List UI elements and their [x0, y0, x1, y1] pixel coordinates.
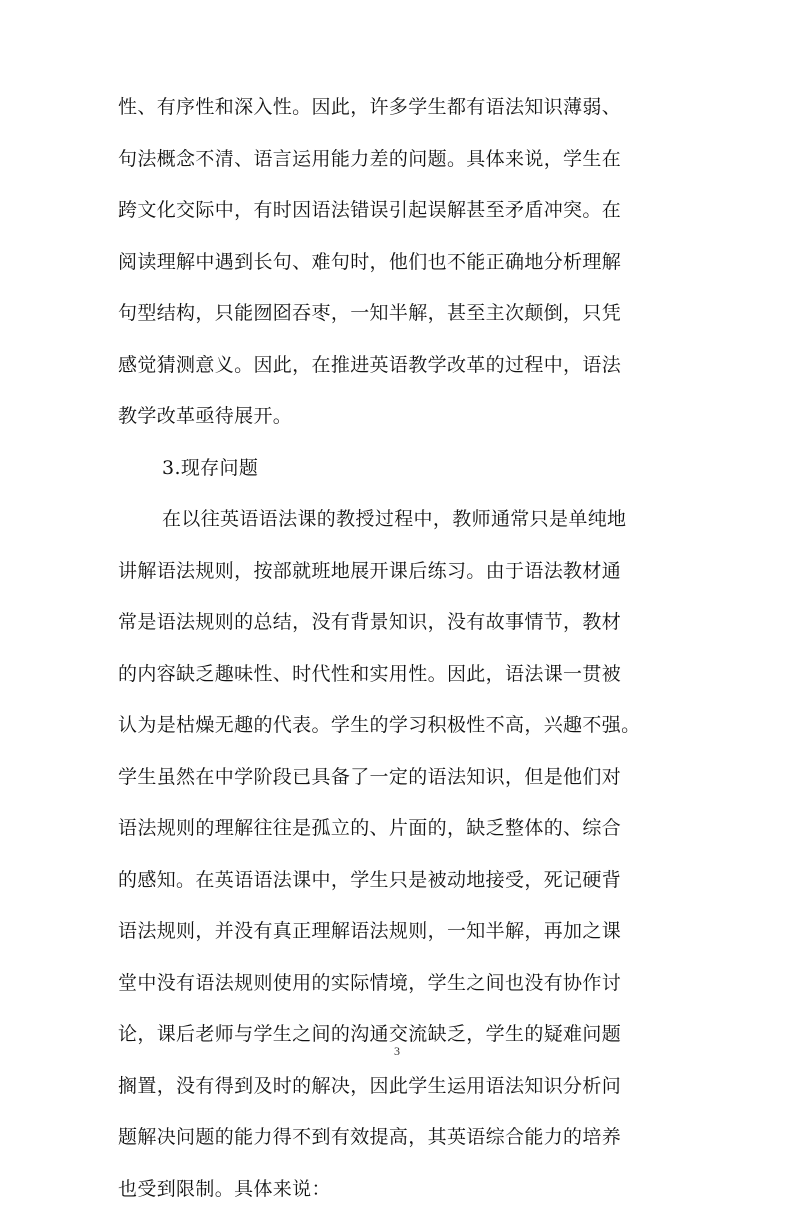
text-line: 性、有序性和深入性。因此，许多学生都有语法知识薄弱、: [118, 82, 678, 134]
text-line: 跨文化交际中，有时因语法错误引起误解甚至矛盾冲突。在: [118, 185, 678, 237]
text-line: 题解决问题的能力得不到有效提高，其英语综合能力的培养: [118, 1112, 678, 1164]
text-line: 论，课后老师与学生之间的沟通交流缺乏，学生的疑难问题: [118, 1009, 678, 1061]
text-line: 堂中没有语法规则使用的实际情境，学生之间也没有协作讨: [118, 958, 678, 1010]
text-line: 搁置，没有得到及时的解决，因此学生运用语法知识分析问: [118, 1061, 678, 1113]
text-line: 的内容缺乏趣味性、时代性和实用性。因此，语法课一贯被: [118, 649, 678, 701]
text-line: 句型结构，只能囫囵吞枣，一知半解，甚至主次颠倒，只凭: [118, 288, 678, 340]
text-line: 教学改革亟待展开。: [118, 391, 678, 443]
text-line: 常是语法规则的总结，没有背景知识，没有故事情节，教材: [118, 597, 678, 649]
text-line: 认为是枯燥无趣的代表。学生的学习积极性不高，兴趣不强。: [118, 700, 678, 752]
text-line: 感觉猜测意义。因此，在推进英语教学改革的过程中，语法: [118, 340, 678, 392]
text-line: 也受到限制。具体来说：: [118, 1164, 678, 1215]
text-line: 语法规则的理解往往是孤立的、片面的，缺乏整体的、综合: [118, 803, 678, 855]
section-heading: 3.现存问题: [118, 443, 678, 495]
paragraph-first-line: 在以往英语语法课的教授过程中，教师通常只是单纯地: [118, 494, 678, 546]
text-line: 阅读理解中遇到长句、难句时，他们也不能正确地分析理解: [118, 237, 678, 289]
text-line: 讲解语法规则，按部就班地展开课后练习。由于语法教材通: [118, 546, 678, 598]
text-line: 句法概念不清、语言运用能力差的问题。具体来说，学生在: [118, 134, 678, 186]
page-number: 3: [0, 1044, 794, 1059]
text-line: 的感知。在英语语法课中，学生只是被动地接受，死记硬背: [118, 855, 678, 907]
text-line: 学生虽然在中学阶段已具备了一定的语法知识，但是他们对: [118, 752, 678, 804]
text-line: 语法规则，并没有真正理解语法规则，一知半解，再加之课: [118, 906, 678, 958]
